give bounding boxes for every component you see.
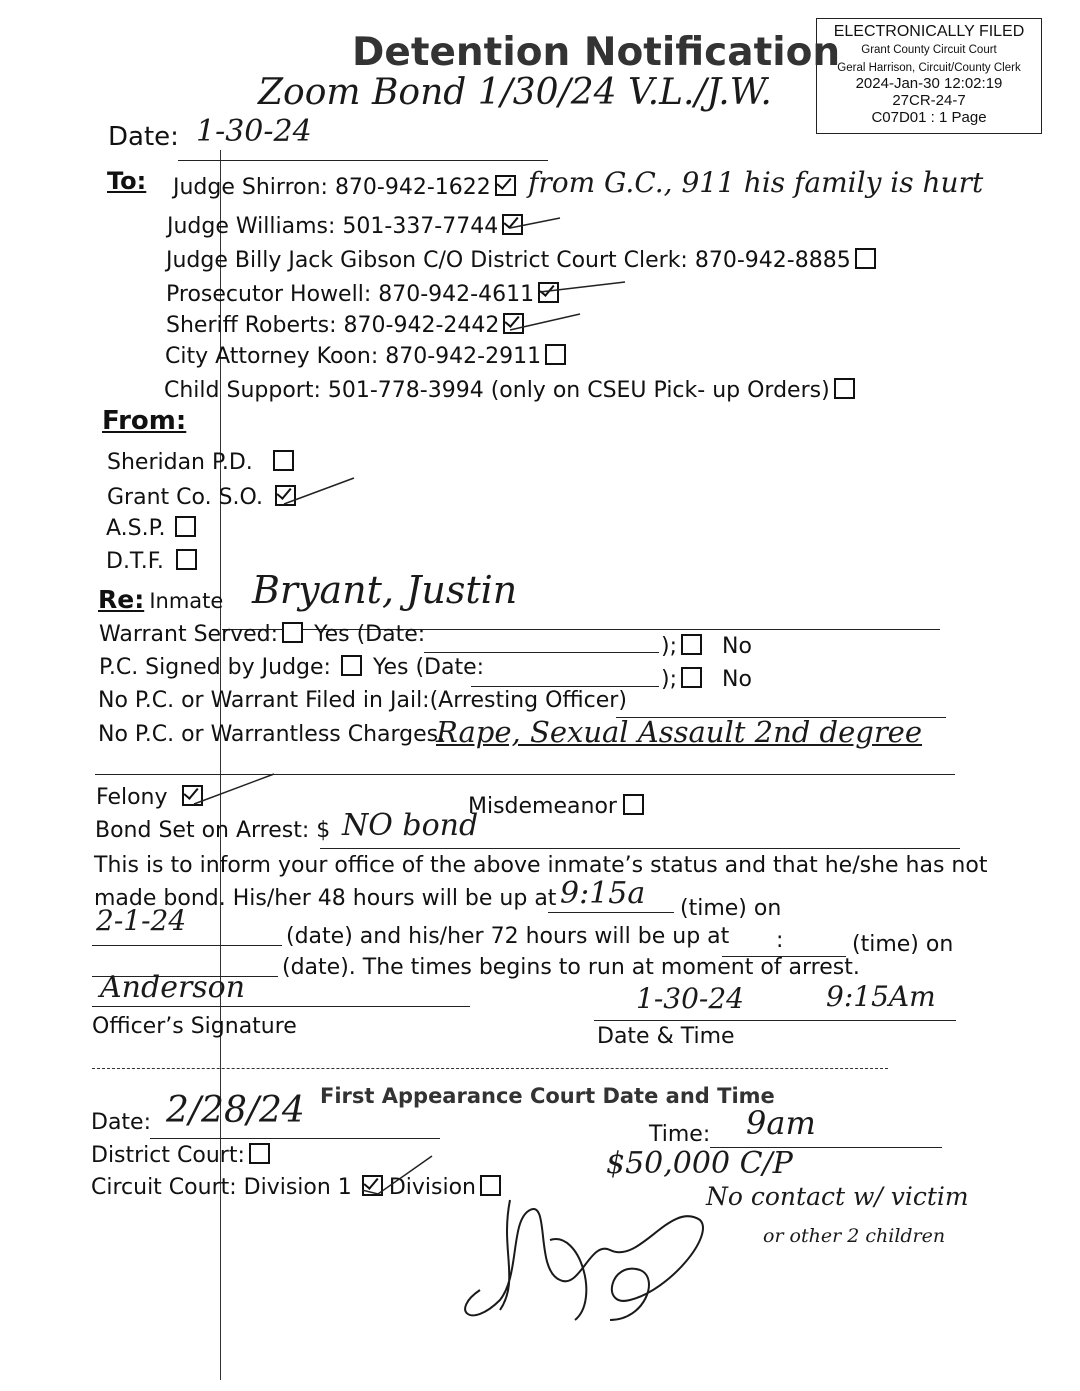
checkbox[interactable] [545, 344, 566, 365]
date-time-label: Date & Time [597, 1024, 735, 1049]
checkbox[interactable] [681, 667, 702, 688]
date-value: 1-30-24 [196, 114, 312, 149]
charges-value: Rape, Sexual Assault 2nd degree [436, 715, 923, 749]
handwritten-family-note: from G.C., 911 his family is hurt [528, 166, 984, 199]
misdemeanor-label: Misdemeanor [468, 794, 617, 819]
page-title: Detention Notification [352, 30, 841, 75]
pc-signed-row [99, 655, 484, 680]
officer-signature-line [92, 1006, 470, 1007]
stamp-court: Grant County Circuit Court [861, 44, 997, 57]
status-line-2a: made bond. His/her 48 hours will be up at [94, 886, 557, 911]
status-line-4: (date). The times begins to run at moment of arrest. [282, 955, 860, 980]
pc-signed-label: P.C. Signed by Judge: [99, 655, 331, 680]
recipient-label: Judge Williams: 501-337-7744 [167, 214, 499, 239]
signed-time: 9:15Am [826, 980, 936, 1013]
handwritten-zoom-bond-note: Zoom Bond 1/30/24 V.L./J.W. [258, 72, 772, 113]
checkbox[interactable] [681, 634, 702, 655]
officer-signature: Anderson [100, 970, 246, 1005]
pc-date-underline [471, 686, 659, 687]
charges-label: No P.C. or Warrantless Charges: [98, 722, 446, 747]
stamp-datetime: 2024-Jan-30 12:02:19 [855, 74, 1003, 92]
stamp-case-number: 27CR-24-7 [892, 92, 966, 110]
pc-no-row [661, 667, 752, 692]
bond-value: NO bond [342, 808, 479, 843]
bond-underline [320, 848, 960, 849]
recipient-judge-shirron [173, 175, 516, 200]
from-label: From: [102, 406, 187, 436]
inmate-name: Bryant, Justin [252, 568, 518, 612]
checkbox[interactable] [341, 655, 362, 676]
recipient-label: City Attorney Koon: 870-942-2911 [165, 344, 542, 369]
hours-48-date: 2-1-24 [96, 904, 187, 937]
warrant-yes-label: Yes (Date: [314, 622, 426, 647]
checkbox[interactable] [495, 175, 516, 196]
agency-label: D.T.F. [106, 549, 164, 574]
pc-no-label: No [722, 667, 752, 692]
no-contact-note: No contact w/ victim [706, 1182, 969, 1211]
date-underline [178, 160, 548, 161]
appearance-date-underline [150, 1138, 440, 1139]
first-appearance-heading: First Appearance Court Date and Time [320, 1084, 775, 1108]
separator: ); [661, 634, 677, 659]
agency-label: Grant Co. S.O. [107, 485, 263, 510]
other-children-note: or other 2 children [763, 1225, 946, 1247]
re-label: Re: [98, 585, 145, 614]
from-asp [106, 516, 196, 541]
judge-signature [440, 1180, 720, 1330]
recipient-judge-williams [167, 214, 523, 239]
recipient-city-attorney-koon [165, 344, 566, 369]
checkbox[interactable] [855, 248, 876, 269]
recipient-label: Judge Billy Jack Gibson C/O District Court Clerk: 870-942-8885 [166, 248, 851, 273]
recipient-label: Child Support: 501-778-3994 (only on CSEU Pick- up Orders) [164, 378, 830, 403]
section-divider [92, 1068, 888, 1069]
checkbox[interactable] [834, 378, 855, 399]
checkbox[interactable] [623, 794, 644, 815]
agency-label: A.S.P. [106, 516, 166, 541]
time48-underline [548, 912, 674, 913]
appearance-date-label: Date: [91, 1110, 151, 1135]
appearance-time-value: 9am [746, 1104, 816, 1142]
signed-date: 1-30-24 [636, 982, 744, 1015]
re-inmate-row [98, 585, 223, 614]
from-grant-co-so [107, 485, 296, 510]
checkbox[interactable] [273, 450, 294, 471]
stamp-clerk: Geral Harrison, Circuit/County Clerk [837, 61, 1021, 74]
officer-signature-label: Officer’s Signature [92, 1014, 297, 1039]
appearance-time-label: Time: [649, 1122, 711, 1147]
checkbox[interactable] [175, 516, 196, 537]
from-dtf [106, 549, 197, 574]
felony-row [96, 785, 203, 810]
hours-48-time: 9:15a [560, 876, 646, 911]
misdemeanor-row [468, 794, 644, 819]
recipient-label: Judge Shirron: 870-942-1622 [173, 175, 491, 200]
checkbox[interactable] [249, 1143, 270, 1164]
district-court-label: District Court: [91, 1143, 245, 1168]
checkbox[interactable] [176, 549, 197, 570]
circuit-court-label: Circuit Court: Division 1 [91, 1175, 352, 1200]
no-pc-filed-label: No P.C. or Warrant Filed in Jail:(Arresting Officer) [98, 688, 627, 713]
recipient-sheriff-roberts [166, 313, 524, 338]
to-label: To: [107, 167, 147, 195]
time72-colon: : [776, 928, 784, 953]
checkbox[interactable] [282, 622, 303, 643]
date-label: Date: [108, 122, 179, 152]
warrant-no-row [661, 634, 752, 659]
warrant-date-underline [424, 652, 659, 653]
inmate-label: Inmate [149, 589, 224, 613]
date48-underline [92, 945, 282, 946]
recipient-label: Sheriff Roberts: 870-942-2442 [166, 313, 500, 338]
from-sheridan-pd [107, 450, 294, 475]
bond-amount-note: $50,000 C/P [606, 1146, 793, 1181]
stamp-page-count: C07D01 : 1 Page [871, 109, 987, 127]
warrant-no-label: No [722, 634, 752, 659]
pen-check-stroke [280, 470, 360, 510]
status-line-1: This is to inform your office of the above inmate’s status and that he/she has not [94, 853, 988, 878]
pen-check-stroke [190, 770, 280, 810]
separator: ); [661, 667, 677, 692]
status-line-2b: (time) on [680, 896, 782, 921]
pen-check-strokes [500, 200, 640, 340]
date-time-line [594, 1020, 956, 1021]
district-court-row [91, 1143, 270, 1168]
division-label: Division [388, 1175, 476, 1200]
status-line-3b: (time) on [852, 932, 954, 957]
agency-label: Sheridan P.D. [107, 450, 253, 475]
pc-yes-label: Yes (Date: [372, 655, 485, 680]
warrant-served-label: Warrant Served: [99, 622, 279, 647]
felony-label: Felony [96, 785, 168, 810]
pen-check-stroke [358, 1150, 438, 1200]
status-line-3a: (date) and his/her 72 hours will be up at [286, 924, 730, 949]
recipient-child-support [164, 378, 855, 403]
stamp-heading: ELECTRONICALLY FILED [833, 23, 1025, 40]
warrant-served-row [99, 622, 425, 647]
recipient-label: Prosecutor Howell: 870-942-4611 [166, 282, 535, 307]
filing-stamp [816, 18, 1042, 134]
bond-label: Bond Set on Arrest: $ [95, 818, 331, 843]
appearance-date-value: 2/28/24 [166, 1090, 305, 1131]
